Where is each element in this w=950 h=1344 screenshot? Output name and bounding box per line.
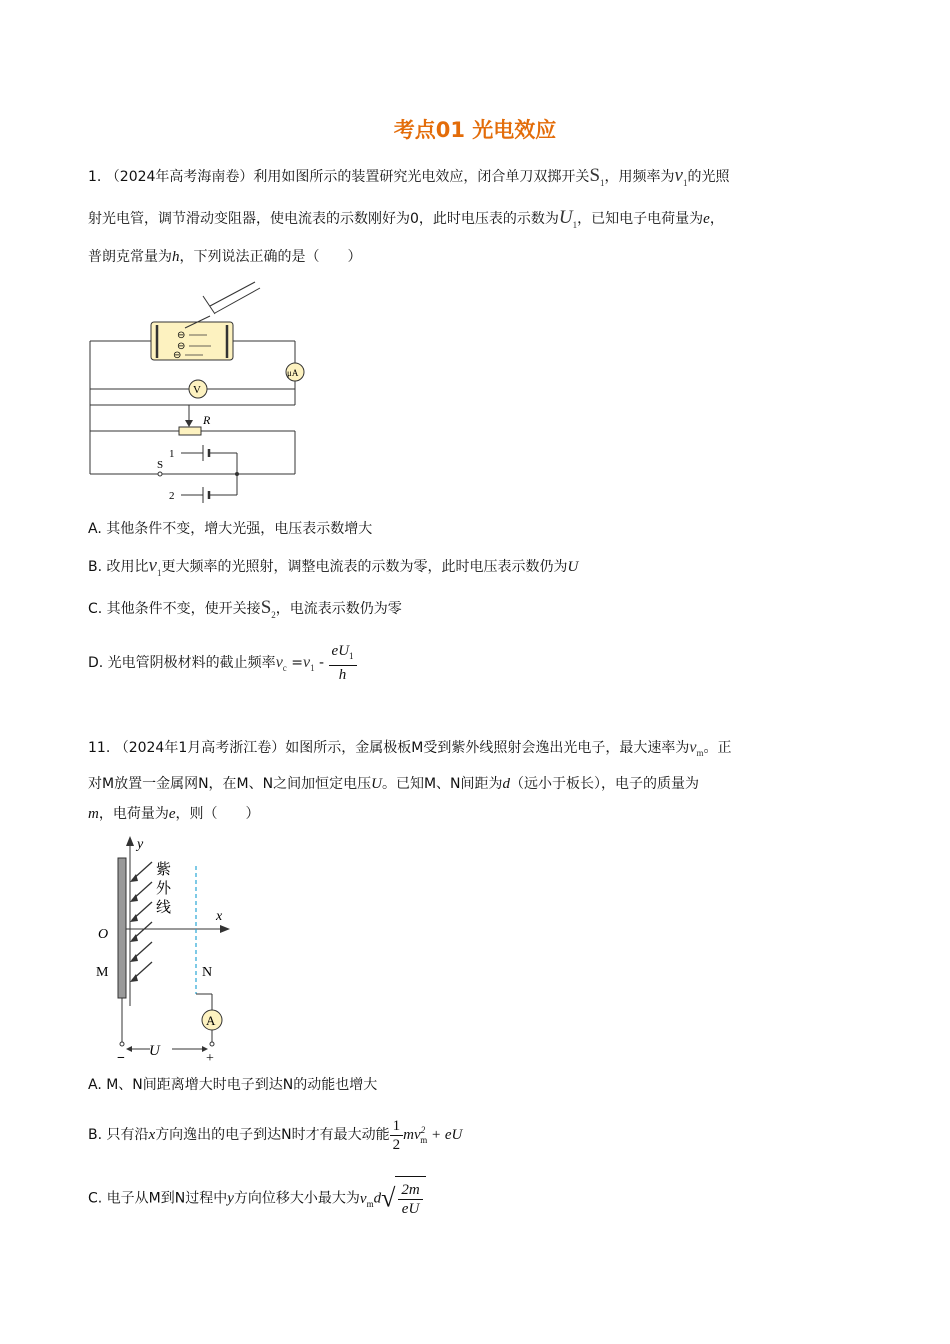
symbol-v1: $v_1$ bbox=[148, 555, 162, 578]
svg-text:1: 1 bbox=[169, 448, 175, 460]
q1-stem-line-2: 射光电管，调节滑动变阻器，使电流表的示数刚好为0，此时电压表的示数为$U_1$，已知电子电荷量为e， bbox=[88, 207, 724, 230]
electron-symbol: ⊖ bbox=[173, 350, 182, 361]
svg-text:R: R bbox=[203, 413, 211, 427]
q1-circuit-figure bbox=[85, 278, 315, 506]
svg-text:外: 外 bbox=[156, 881, 172, 897]
svg-text:紫: 紫 bbox=[156, 862, 172, 878]
q11-figure bbox=[92, 834, 242, 1064]
q1-option-a[interactable]: A. 其他条件不变，增大光强，电压表示数增大 bbox=[88, 521, 373, 537]
q11-option-c[interactable]: C. 电子从M到N过程中y方向位移大小最大为$v_md√$ $\frac{2m}{eU}$ bbox=[88, 1176, 868, 1226]
phototube bbox=[151, 322, 233, 360]
svg-text:−: − bbox=[117, 1051, 125, 1064]
fraction-half: $\frac{1}{2}$ bbox=[390, 1117, 404, 1154]
electron-symbol: ⊖ bbox=[177, 341, 186, 352]
symbol-v1: $v_1$ bbox=[674, 165, 688, 188]
q11-stem-line-2: 对M放置一金属网N，在M、N之间加恒定电压U。已知M、N间距为d（远小于板长），电子的质量为 bbox=[88, 776, 700, 792]
symbol-vm: $v_m$ bbox=[689, 739, 704, 759]
q1-option-d[interactable]: D. 光电管阴极材料的截止频率$v_c =v_1$ - $\frac{eU_1}{h}$ bbox=[88, 642, 868, 688]
svg-text:V: V bbox=[193, 384, 201, 396]
svg-text:y: y bbox=[137, 837, 144, 852]
q11-option-b[interactable]: B. 只有沿x方向逸出的电子到达N时才有最大动能 $\frac{1}{2}$ $mv^2_m$ + eU bbox=[88, 1117, 463, 1153]
svg-text:M: M bbox=[96, 965, 109, 980]
svg-text:x: x bbox=[216, 909, 223, 924]
q1-stem-line-1: 1. （2024年高考海南卷）利用如图所示的装置研究光电效应，闭合单刀双掷开关$S_1$，用频率为$v_1$的光照 bbox=[88, 165, 730, 188]
svg-text:2: 2 bbox=[169, 490, 175, 502]
q11-stem-line-3: m，电荷量为e，则（ ） bbox=[88, 806, 260, 822]
q1-stem-line-3: 普朗克常量为h，下列说法正确的是（ ） bbox=[88, 249, 362, 265]
svg-text:N: N bbox=[202, 965, 213, 980]
svg-text:A: A bbox=[206, 1013, 216, 1028]
page-title: 考点01 光电效应 bbox=[393, 118, 557, 142]
svg-text:O: O bbox=[98, 927, 109, 942]
svg-text:S: S bbox=[157, 459, 164, 471]
fraction-eu1-over-h: $\frac{eU_1}{h}$ bbox=[329, 642, 357, 684]
symbol-s2: $S_2$ bbox=[260, 597, 276, 620]
svg-text:U: U bbox=[149, 1043, 160, 1059]
electron-symbol: ⊖ bbox=[177, 330, 186, 341]
q11-option-a[interactable]: A. M、N间距离增大时电子到达N的动能也增大 bbox=[88, 1077, 378, 1093]
q1-option-c[interactable]: C. 其他条件不变，使开关接$S_2$，电流表示数仍为零 bbox=[88, 597, 402, 620]
symbol-s1: $S_1$ bbox=[589, 165, 605, 188]
symbol-u1: $U_1$ bbox=[558, 207, 578, 230]
svg-text:+: + bbox=[206, 1051, 214, 1064]
square-root: √ $\frac{2m}{eU}$ bbox=[381, 1176, 426, 1221]
metal-plate-m bbox=[118, 858, 126, 998]
q1-option-b[interactable]: B. 改用比$v_1$更大频率的光照射，调整电流表的示数为零，此时电压表示数仍为U bbox=[88, 555, 579, 578]
svg-text:线: 线 bbox=[156, 900, 172, 916]
svg-text:μA: μA bbox=[287, 368, 299, 378]
q11-stem-line-1: 11. （2024年1月高考浙江卷）如图所示，金属极板M受到紫外线照射会逸出光电子，最大速率为$v_m$。正 bbox=[88, 739, 732, 759]
rheostat bbox=[179, 427, 201, 435]
